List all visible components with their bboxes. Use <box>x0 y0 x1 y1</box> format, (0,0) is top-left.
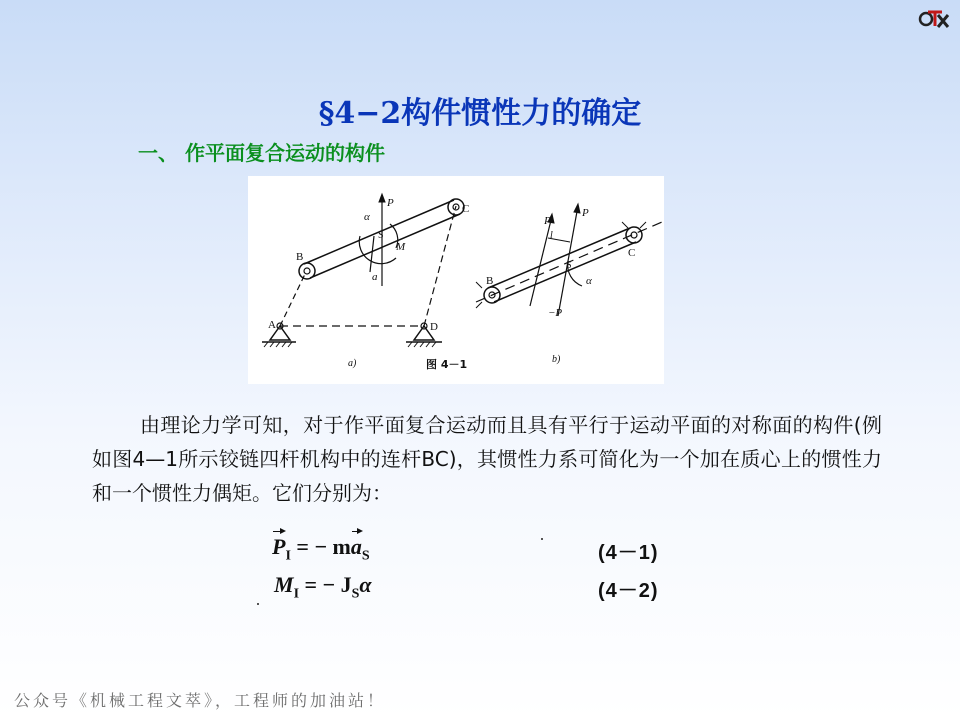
label-a-point-a: A <box>268 319 276 331</box>
label-b-point-s: S <box>566 260 572 271</box>
figure-caption: 图 4－1 <box>426 358 468 371</box>
label-panel-b: b) <box>552 354 561 365</box>
four-bar-linkage-diagram <box>248 176 664 384</box>
label-a-accel: a <box>372 271 378 283</box>
mechanism-figure <box>248 176 664 384</box>
label-a-alpha: α <box>364 211 370 223</box>
label-b-force-p1: P <box>582 207 589 219</box>
equation-number-4-1: (4－1) <box>598 542 659 564</box>
label-b-point-c: C <box>628 247 636 259</box>
label-b-force-p1-offset: P <box>544 215 551 227</box>
stray-dot <box>257 603 259 605</box>
eq2-rhs: = − J <box>304 572 352 597</box>
brand-logo-icon <box>918 6 950 30</box>
eq1-rhs: = − m <box>296 534 351 559</box>
equation-4-1 <box>272 534 370 564</box>
eq1-rhs-vector: a <box>350 534 362 559</box>
label-a-force-p1: P <box>387 197 394 209</box>
stray-dot <box>541 538 543 540</box>
eq1-lhs-sub: I <box>285 548 291 564</box>
equation-number-4-2: (4－2) <box>598 580 659 602</box>
label-a-point-b: B <box>296 251 304 263</box>
label-a-point-d: D <box>430 321 438 333</box>
eq2-rhs-tail: α <box>359 572 372 597</box>
label-b-point-b: B <box>486 275 494 287</box>
eq2-rhs-sub: S <box>351 586 360 602</box>
label-a-moment-m1: M <box>396 241 406 253</box>
label-panel-a: a) <box>348 358 357 369</box>
eq2-lhs-symbol: M <box>274 572 294 597</box>
eq1-rhs-sub: S <box>361 548 370 564</box>
equation-4-2 <box>274 572 372 602</box>
label-a-point-c: C <box>462 203 470 215</box>
body-paragraph: 由理论力学可知，对于作平面复合运动而且具有平行于运动平面的对称面的构件(例如图4—1所示铰链四杆机构中的连杆BC)，其惯性力系可简化为一个加在质心上的惯性力和一个惯性力偶矩。它们分别为： <box>92 413 882 505</box>
section-heading: 一、 作平面复合运动的构件 <box>138 141 385 165</box>
eq2-lhs-sub: I <box>293 586 300 602</box>
label-b-lh: l <box>550 230 553 241</box>
label-b-neg-p1: −P <box>548 307 563 319</box>
label-b-alpha: α <box>586 275 592 287</box>
eq1-lhs-symbol: P <box>272 534 286 559</box>
label-a-point-s: S <box>378 230 384 241</box>
page-title: §4−2构件惯性力的确定 <box>318 96 642 131</box>
footer-watermark: 公众号《机械工程文萃》，工程师的加油站！ <box>14 691 387 710</box>
